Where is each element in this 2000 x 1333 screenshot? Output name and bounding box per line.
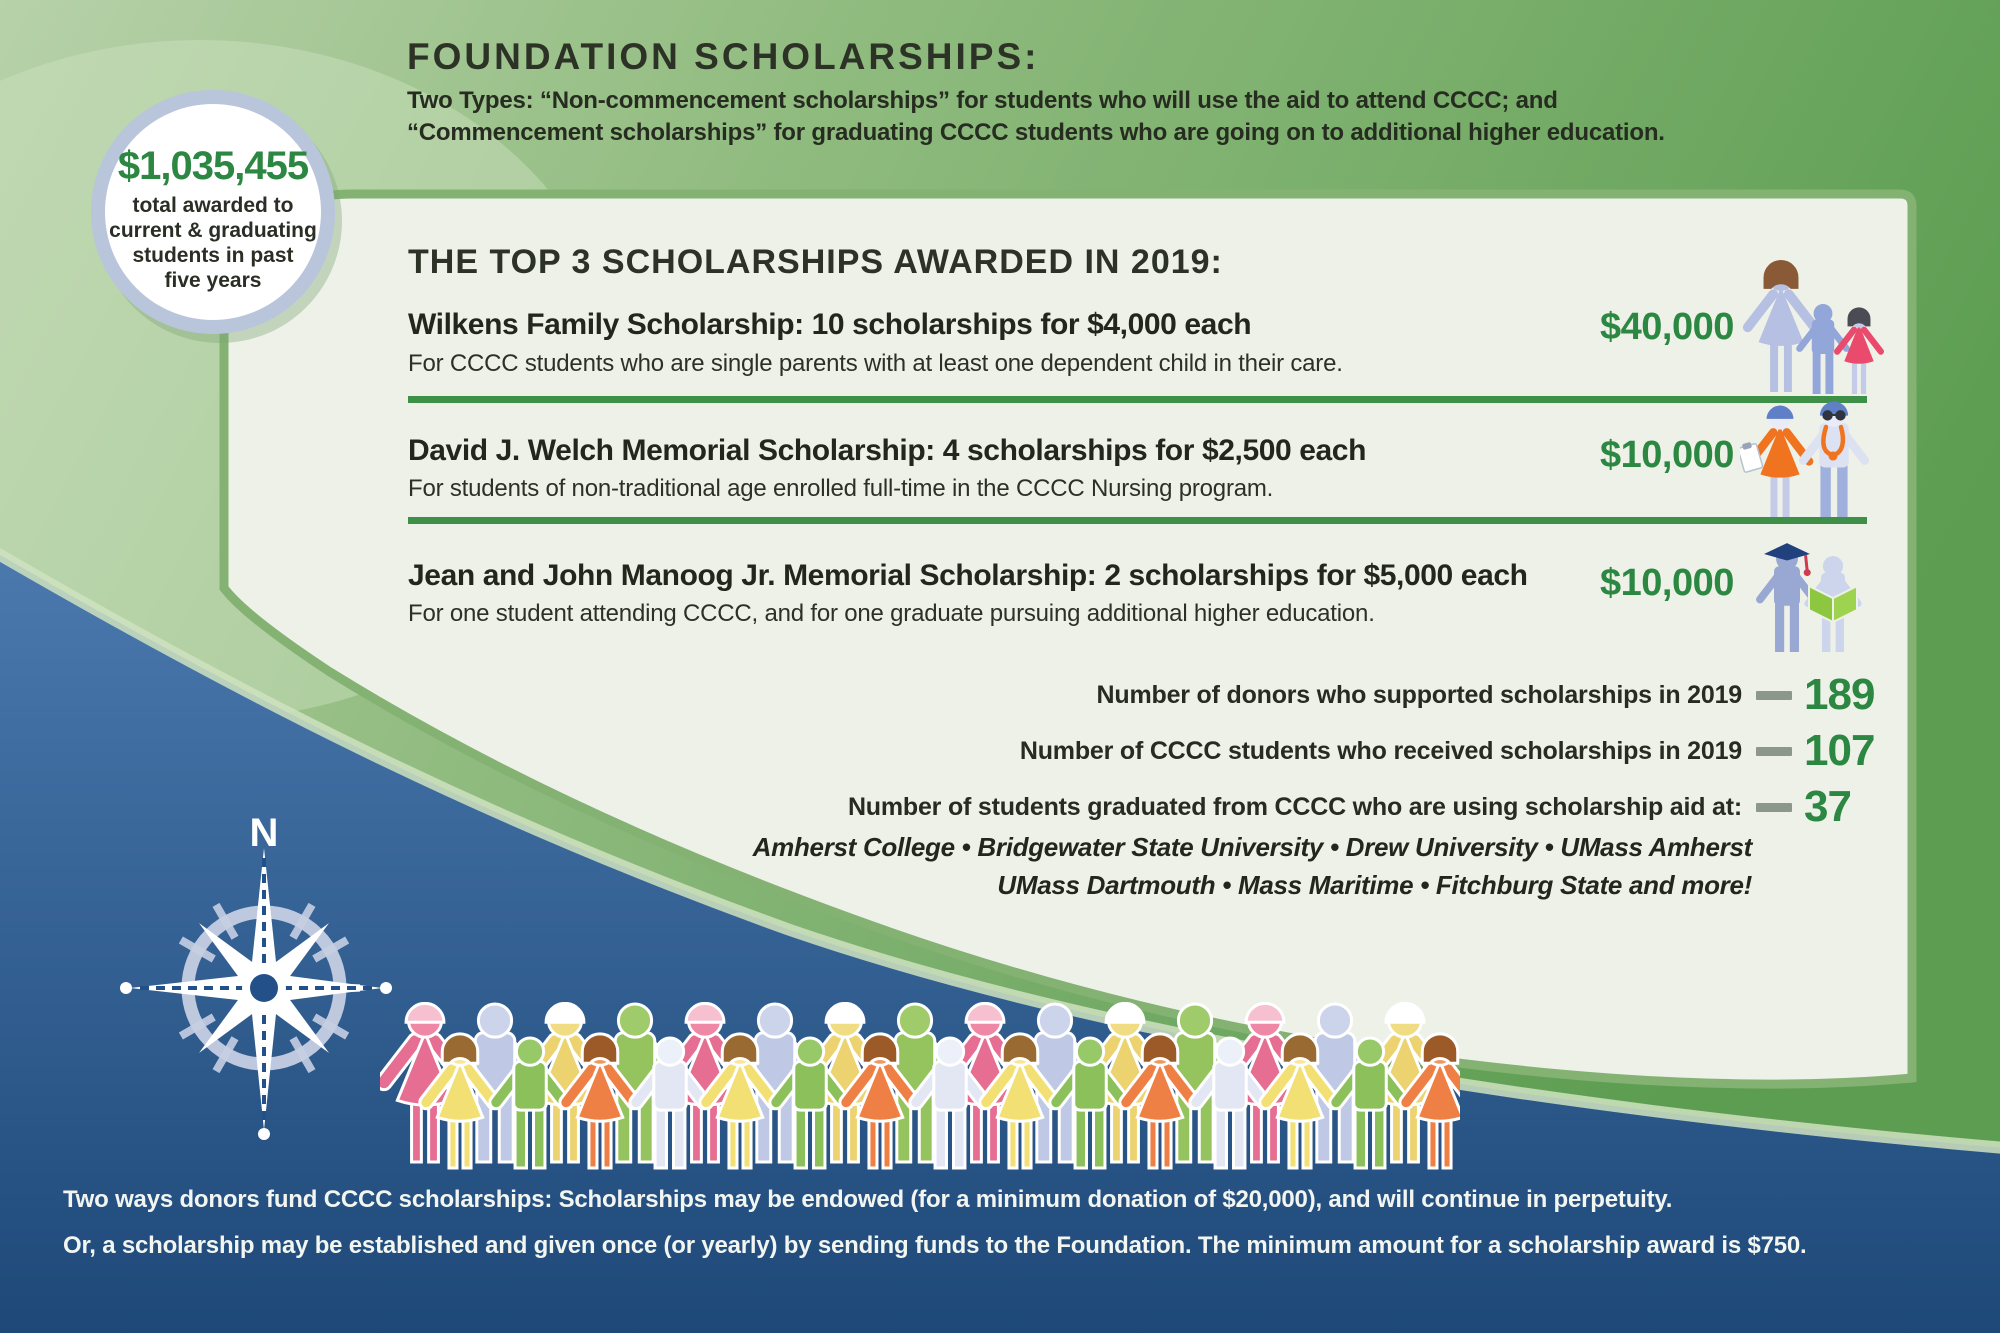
footer-line-1: Two ways donors fund CCCC scholarships: Scholarships may be endowed (for a minimum donation of $20,000), and will continue in perpetuity. [63, 1186, 1673, 1213]
green-divider [408, 517, 1867, 524]
stat-label: Number of CCCC students who received scholarships in 2019 [1019, 736, 1742, 765]
total-awarded-amount: $1,035,455 [117, 144, 309, 188]
caption-line: students in past [132, 244, 294, 267]
stat-row-graduates [520, 784, 1876, 830]
scholarship-3-description: For one student attending CCCC, and for one graduate pursuing additional higher education. [408, 600, 1375, 627]
stat-row-recipients [520, 728, 1876, 774]
scholarship-1-description: For CCCC students who are single parents with at least one dependent child in their care. [408, 350, 1343, 377]
dash-icon [1756, 803, 1792, 812]
scholarship-3-title: Jean and John Manoog Jr. Memorial Scholarship: 2 scholarships for $5,000 each [408, 559, 1528, 592]
dash-icon [1756, 747, 1792, 756]
colleges-line-1: Amherst College • Bridgewater State University • Drew University • UMass Amherst [752, 832, 1752, 862]
section-heading: THE TOP 3 SCHOLARSHIPS AWARDED IN 2019: [408, 243, 1223, 281]
page-subtitle-line-1: Two Types: “Non-commencement scholarships” for students who will use the aid to attend CCCC; and [407, 87, 1558, 114]
stat-label: Number of donors who supported scholarships in 2019 [1096, 680, 1742, 709]
scholarship-3-amount: $10,000 [1600, 562, 1734, 604]
scholarship-1-title: Wilkens Family Scholarship: 10 scholarships for $4,000 each [408, 308, 1252, 341]
scholarship-2-title: David J. Welch Memorial Scholarship: 4 scholarships for $2,500 each [408, 434, 1367, 467]
total-awarded-caption [105, 193, 321, 293]
stat-label: Number of students graduated from CCCC who are using scholarship aid at: [847, 792, 1742, 821]
scholarship-2-amount: $10,000 [1600, 434, 1734, 476]
caption-line: five years [164, 269, 262, 292]
graduates-icon [1745, 532, 1880, 657]
green-divider [408, 396, 1867, 403]
compass-north-label: N [249, 811, 279, 855]
colleges-line-2: UMass Dartmouth • Mass Maritime • Fitchburg State and more! [997, 870, 1752, 900]
page-title: FOUNDATION SCHOLARSHIPS: [407, 36, 1040, 77]
page-subtitle-line-2: “Commencement scholarships” for graduating CCCC students who are going on to additional higher education. [407, 119, 1665, 146]
caption-line: total awarded to [132, 194, 294, 217]
scholarship-2-description: For students of non-traditional age enrolled full-time in the CCCC Nursing program. [408, 475, 1274, 502]
caption-line: current & graduating [109, 219, 317, 242]
crowd-of-people-icon [380, 1002, 1460, 1177]
stat-row-donors [520, 672, 1876, 718]
stat-value: 107 [1804, 726, 1875, 775]
family-icon [1735, 258, 1885, 400]
nurses-icon [1740, 400, 1885, 525]
footer-line-2: Or, a scholarship may be established and given once (or yearly) by sending funds to the Foundation. The minimum amount for a scholarship award is $750. [63, 1232, 1807, 1259]
stat-value: 189 [1804, 670, 1875, 719]
stat-value: 37 [1804, 782, 1851, 831]
total-awarded-badge [91, 90, 335, 334]
stats-list [520, 672, 1876, 840]
compass-rose-icon [112, 798, 422, 1143]
scholarship-1-amount: $40,000 [1600, 306, 1734, 348]
dash-icon [1756, 691, 1792, 700]
